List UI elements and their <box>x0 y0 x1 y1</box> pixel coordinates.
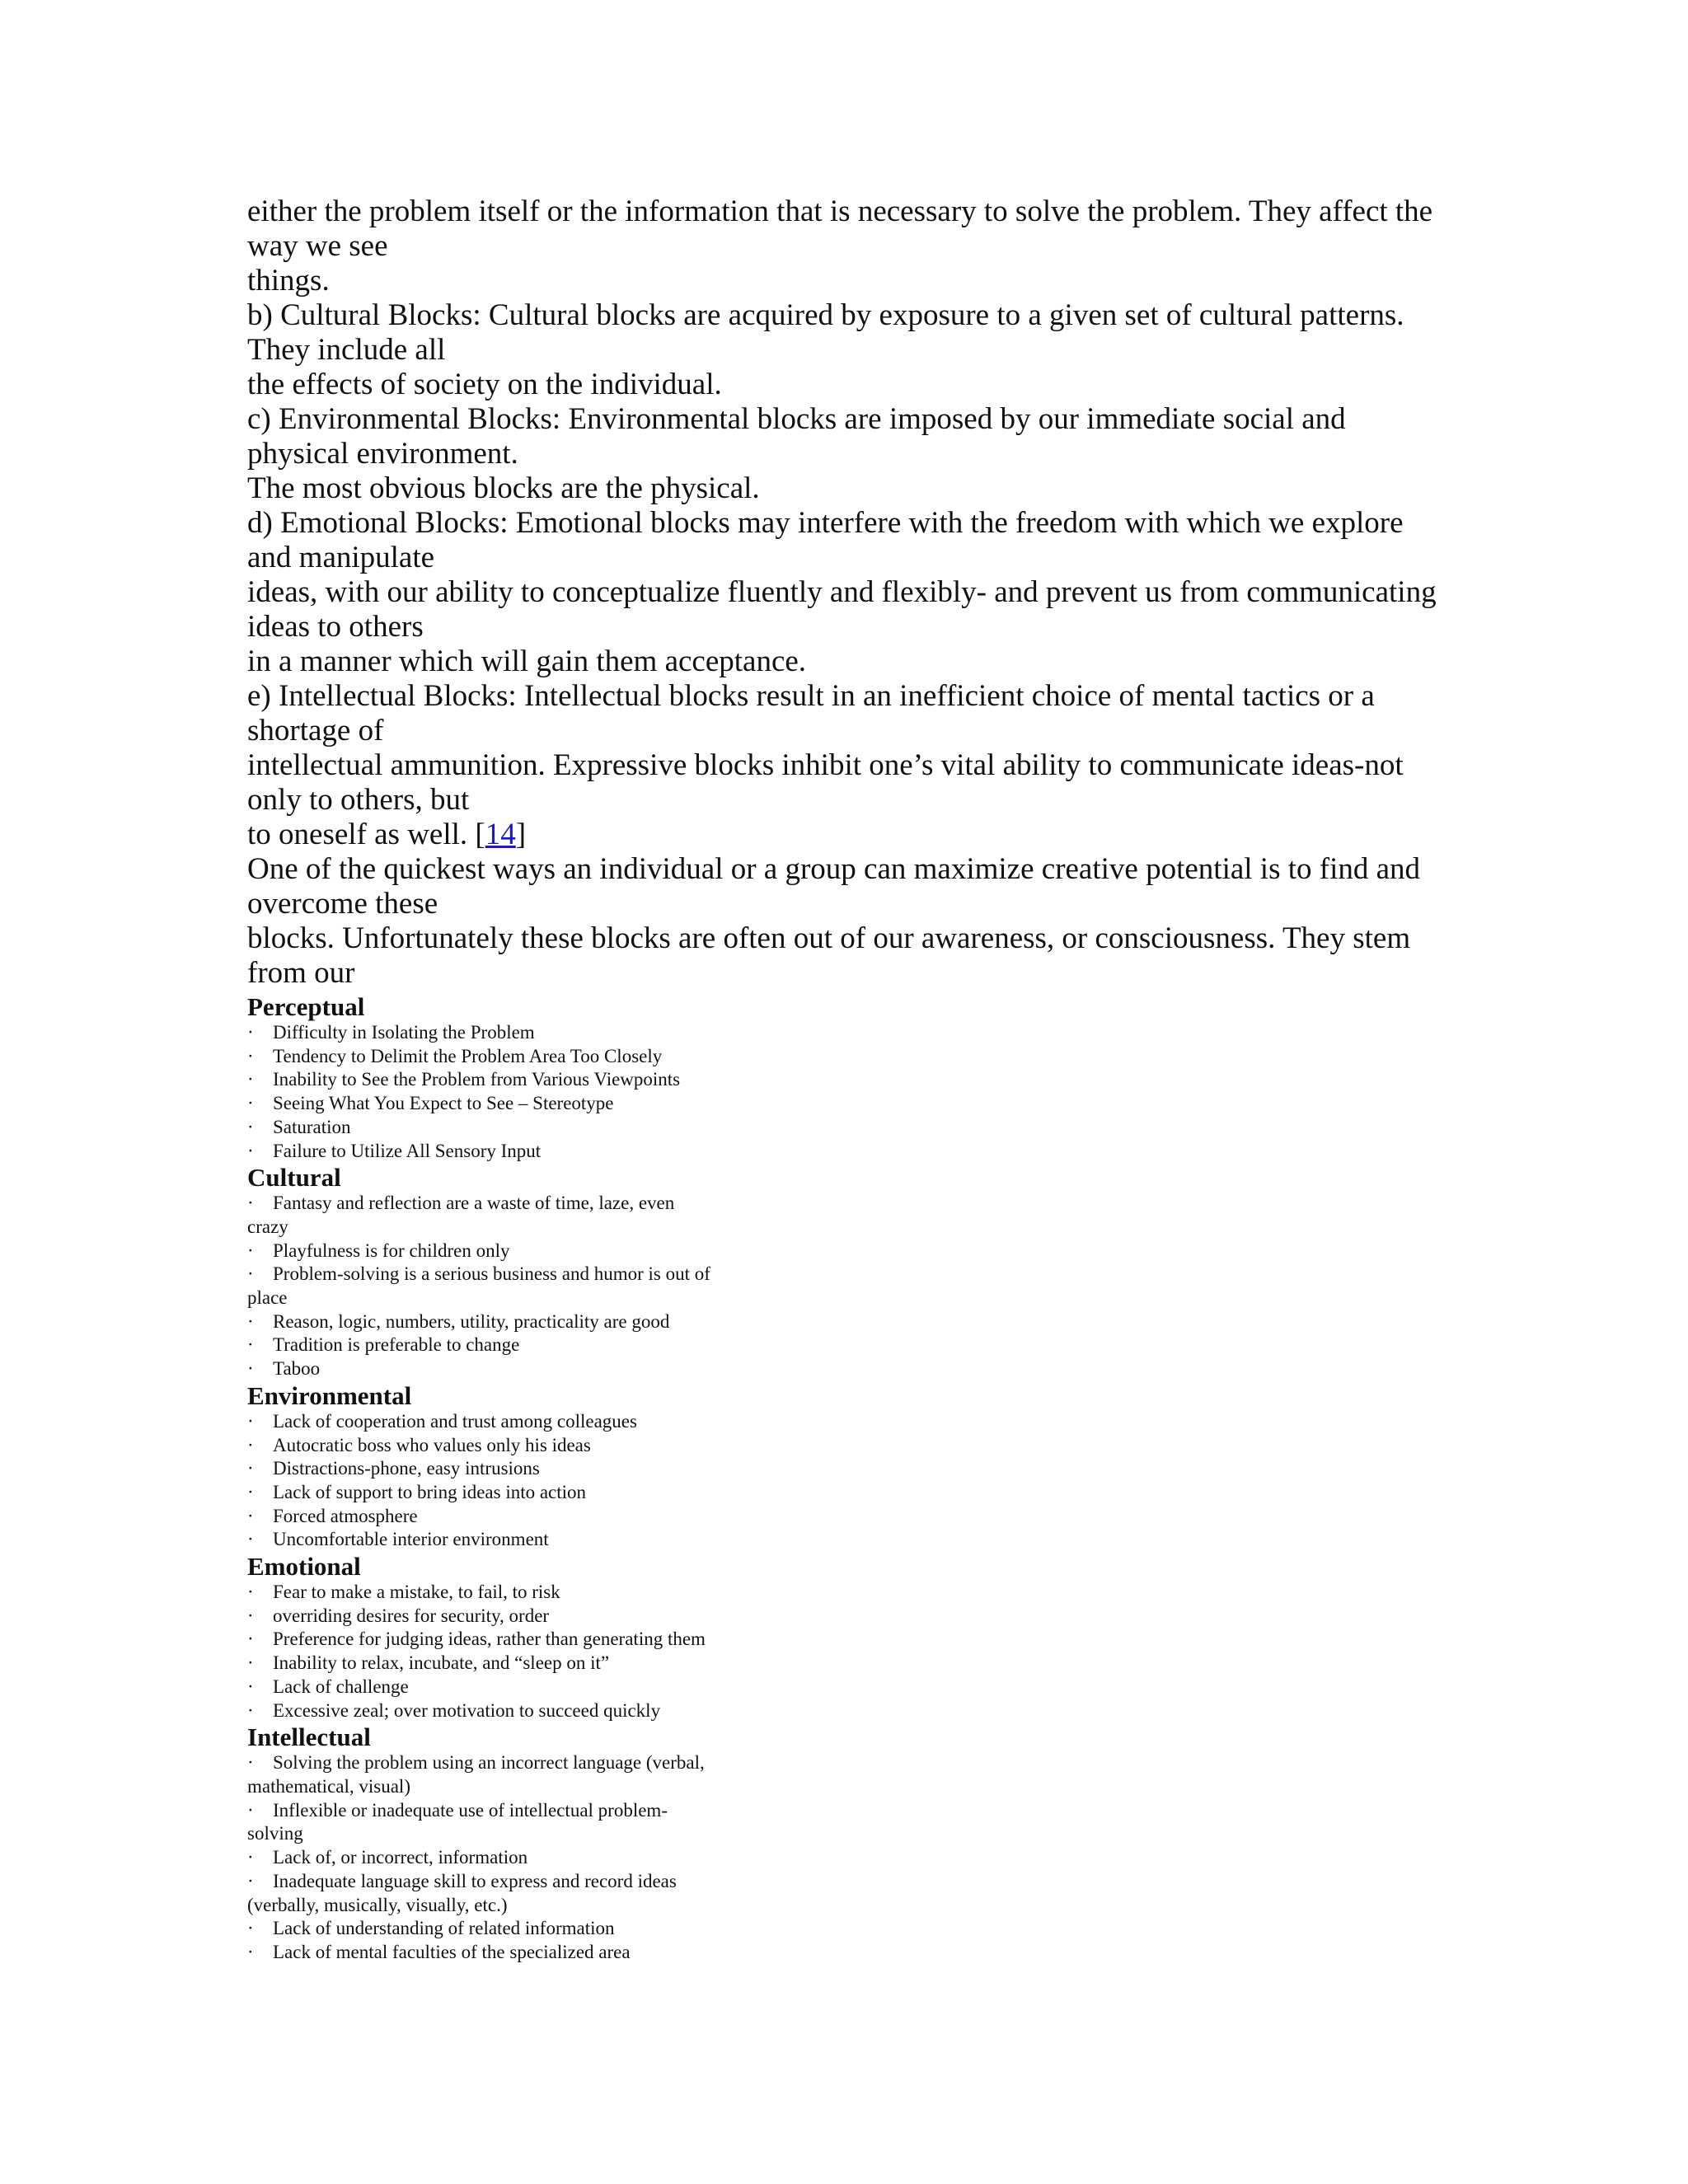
block-section <box>247 1163 1442 1381</box>
list-item-text: Distractions-phone, easy intrusions <box>273 1458 540 1479</box>
paragraph-line: e) Intellectual Blocks: Intellectual blocks result in an inefficient choice of mental tactics or a <box>247 679 1375 713</box>
paragraph-line: The most obvious blocks are the physical. <box>247 471 760 505</box>
list-item-text: Autocratic boss who values only his ideas <box>273 1434 591 1455</box>
paragraph-line: only to others, but <box>247 783 470 817</box>
list-item-text: Inability to See the Problem from Various Viewpoints <box>273 1069 681 1090</box>
list-item <box>247 1652 1442 1675</box>
list-item-text: Problem-solving is a serious business and humor is out of <box>273 1263 710 1285</box>
list-item <box>247 1799 1442 1823</box>
list-item <box>247 1434 1442 1458</box>
list-item-text: Seeing What You Expect to See – Stereotype <box>273 1093 614 1114</box>
list-item <box>247 1941 1442 1965</box>
list-item <box>247 1457 1442 1481</box>
list-item-text: Difficulty in Isolating the Problem <box>273 1022 535 1043</box>
list-item <box>247 1675 1442 1699</box>
list-item-text: Excessive zeal; over motivation to succeed quickly <box>273 1699 661 1721</box>
block-section <box>247 992 1442 1163</box>
bullet-icon: · <box>247 1481 254 1502</box>
list-item-text: Playfulness is for children only <box>273 1240 510 1261</box>
list-item-text: Preference for judging ideas, rather than generating them <box>273 1629 706 1650</box>
citation-prefix: to oneself as well. [ <box>247 818 485 851</box>
list-item <box>247 1192 1442 1216</box>
block-section <box>247 1722 1442 1964</box>
bullet-icon: · <box>247 1069 254 1090</box>
paragraph-line: ideas to others <box>247 610 424 644</box>
citation-suffix: ] <box>515 818 527 851</box>
list-item <box>247 1140 1442 1164</box>
list-item <box>247 1846 1442 1870</box>
bullet-icon: · <box>247 1263 254 1285</box>
section-heading: Intellectual <box>247 1722 371 1752</box>
bullet-icon: · <box>247 1505 254 1526</box>
bullet-icon: · <box>247 1240 254 1261</box>
list-item-continuation: mathematical, visual) <box>247 1775 410 1797</box>
list-item-text: Lack of mental faculties of the specialized area <box>273 1941 631 1962</box>
paragraph-line: ideas, with our ability to conceptualize fluently and flexibly- and prevent us from communicating <box>247 575 1437 609</box>
paragraph-line: either the problem itself or the information that is necessary to solve the problem. They affect the <box>247 194 1433 228</box>
list-item <box>247 1870 1442 1894</box>
list-item <box>247 1917 1442 1941</box>
list-item <box>247 1068 1442 1092</box>
list-item-text: Lack of challenge <box>273 1675 409 1697</box>
paragraph-line: blocks. Unfortunately these blocks are often out of our awareness, or consciousness. They stem <box>247 921 1411 955</box>
list-item-text: Reason, logic, numbers, utility, practicality are good <box>273 1310 670 1332</box>
list-item <box>247 1605 1442 1629</box>
paragraph-line: b) Cultural Blocks: Cultural blocks are acquired by exposure to a given set of cultural patterns. <box>247 298 1404 332</box>
list-item-text: Lack of cooperation and trust among colleagues <box>273 1410 637 1432</box>
list-item <box>247 1240 1442 1263</box>
list-item-continuation: place <box>247 1287 288 1309</box>
closing-paragraph <box>247 852 1442 991</box>
list-item-text: overriding desires for security, order <box>273 1605 550 1626</box>
paragraph-line: d) Emotional Blocks: Emotional blocks may interfere with the freedom with which we explore <box>247 506 1404 540</box>
list-item <box>247 1021 1442 1045</box>
list-item <box>247 1410 1442 1434</box>
body-paragraph <box>247 194 1442 818</box>
list-item <box>247 1699 1442 1723</box>
list-item <box>247 1481 1442 1505</box>
list-item <box>247 1528 1442 1552</box>
bullet-icon: · <box>247 1629 254 1650</box>
list-item-text: Tendency to Delimit the Problem Area Too Closely <box>273 1045 663 1066</box>
bullet-icon: · <box>247 1140 254 1161</box>
paragraph-line: from our <box>247 956 355 990</box>
bullet-icon: · <box>247 1847 254 1868</box>
document-page <box>247 194 1442 1965</box>
list-item-text: Lack of understanding of related information <box>273 1918 615 1939</box>
bullet-icon: · <box>247 1045 254 1066</box>
list-item <box>247 1751 1442 1775</box>
bullet-icon: · <box>247 1093 254 1114</box>
list-item-text: Saturation <box>273 1116 351 1137</box>
paragraph-line: way we see <box>247 229 388 263</box>
list-item <box>247 1581 1442 1605</box>
list-item <box>247 1263 1442 1286</box>
list-item <box>247 1505 1442 1529</box>
section-heading: Environmental <box>247 1380 412 1410</box>
list-item-text: Failure to Utilize All Sensory Input <box>273 1140 542 1161</box>
bullet-icon: · <box>247 1918 254 1939</box>
bullet-icon: · <box>247 1605 254 1626</box>
list-item-continuation: (verbally, musically, visually, etc.) <box>247 1894 508 1915</box>
bullet-icon: · <box>247 1529 254 1550</box>
paragraph-line: in a manner which will gain them acceptance. <box>247 644 807 678</box>
block-section <box>247 1552 1442 1722</box>
bullet-icon: · <box>247 1434 254 1455</box>
citation-line <box>247 818 1442 852</box>
bullet-icon: · <box>247 1699 254 1721</box>
list-item-text: Tradition is preferable to change <box>273 1334 520 1356</box>
list-item-text: Solving the problem using an incorrect language (verbal, <box>273 1752 705 1774</box>
list-item-continuation: solving <box>247 1823 303 1844</box>
bullet-icon: · <box>247 1022 254 1043</box>
section-heading: Emotional <box>247 1552 361 1582</box>
paragraph-line: c) Environmental Blocks: Environmental blocks are imposed by our immediate social and <box>247 402 1346 436</box>
bullet-icon: · <box>247 1310 254 1332</box>
section-heading: Perceptual <box>247 992 365 1021</box>
list-item <box>247 1092 1442 1116</box>
list-item <box>247 1310 1442 1334</box>
list-item <box>247 1116 1442 1140</box>
list-item-text: Inadequate language skill to express and record ideas <box>273 1870 677 1891</box>
paragraph-line: shortage of <box>247 714 384 748</box>
block-section <box>247 1381 1442 1552</box>
list-item-text: Fear to make a mistake, to fail, to risk <box>273 1582 560 1603</box>
bullet-icon: · <box>247 1582 254 1603</box>
paragraph-line: intellectual ammunition. Expressive blocks inhibit one’s vital ability to communicate ideas-not <box>247 748 1404 782</box>
bullet-icon: · <box>247 1799 254 1821</box>
bullet-icon: · <box>247 1652 254 1674</box>
paragraph-line: things. <box>247 264 330 298</box>
list-item-continuation: crazy <box>247 1216 288 1237</box>
list-item <box>247 1628 1442 1652</box>
list-item-text: Inability to relax, incubate, and “sleep on it” <box>273 1652 610 1674</box>
section-heading: Cultural <box>247 1163 341 1193</box>
list-item <box>247 1333 1442 1357</box>
bullet-icon: · <box>247 1334 254 1356</box>
paragraph-line: One of the quickest ways an individual or a group can maximize creative potential is to find and <box>247 852 1421 886</box>
list-item-text: Uncomfortable interior environment <box>273 1529 549 1550</box>
bullet-icon: · <box>247 1870 254 1891</box>
bullet-icon: · <box>247 1458 254 1479</box>
list-item <box>247 1357 1442 1381</box>
paragraph-line: overcome these <box>247 887 438 921</box>
bullet-icon: · <box>247 1116 254 1137</box>
list-item-text: Lack of, or incorrect, information <box>273 1847 528 1868</box>
list-item-text: Taboo <box>273 1358 321 1380</box>
bullet-icon: · <box>247 1675 254 1697</box>
list-item-text: Lack of support to bring ideas into action <box>273 1481 587 1502</box>
bullet-icon: · <box>247 1410 254 1432</box>
list-item-text: Inflexible or inadequate use of intellectual problem- <box>273 1799 668 1821</box>
paragraph-line: physical environment. <box>247 437 518 471</box>
bullet-icon: · <box>247 1358 254 1380</box>
list-item-text: Fantasy and reflection are a waste of time, laze, even <box>273 1193 675 1214</box>
paragraph-line: and manipulate <box>247 541 435 574</box>
reference-link-14[interactable]: 14 <box>485 818 516 851</box>
list-item-text: Forced atmosphere <box>273 1505 418 1526</box>
bullet-icon: · <box>247 1752 254 1774</box>
bullet-icon: · <box>247 1193 254 1214</box>
blocks-list <box>247 992 1442 1965</box>
list-item <box>247 1045 1442 1069</box>
bullet-icon: · <box>247 1941 254 1962</box>
paragraph-line: the effects of society on the individual. <box>247 368 722 401</box>
paragraph-line: They include all <box>247 333 446 367</box>
